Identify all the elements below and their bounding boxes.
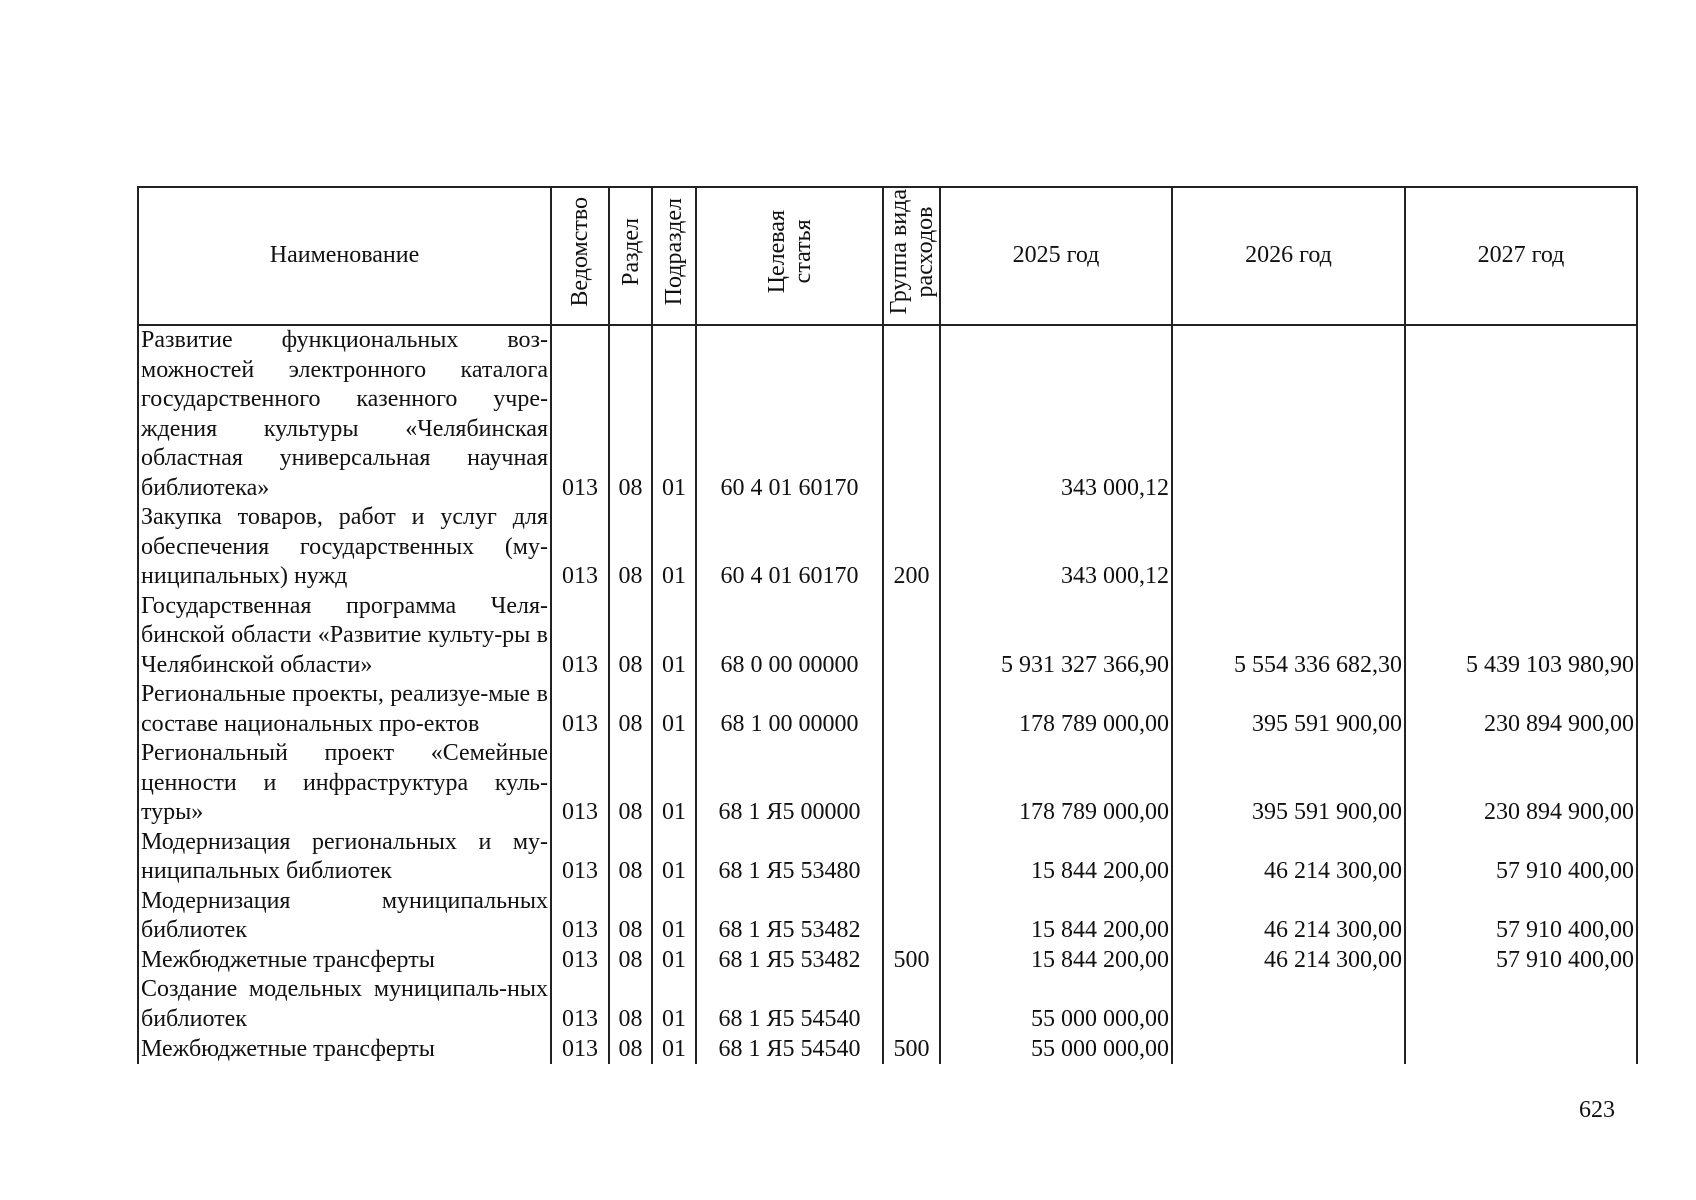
row-amount-2027: 57 910 400,00 [1405, 946, 1637, 976]
row-name: Региональный проект «Семейные ценности и инфраструктура куль-туры» [138, 739, 551, 828]
row-subsection: 01 [652, 975, 696, 1034]
row-department: 013 [551, 887, 609, 946]
header-2027: 2027 год [1405, 187, 1637, 325]
row-amount-2027: 230 894 900,00 [1405, 680, 1637, 739]
row-expense-group [883, 975, 940, 1034]
row-expense-group [883, 828, 940, 887]
row-expense-group [883, 739, 940, 828]
row-expense-group: 500 [883, 946, 940, 976]
row-name: Межбюджетные трансферты [138, 1034, 551, 1064]
row-section: 08 [609, 946, 652, 976]
row-subsection: 01 [652, 503, 696, 592]
row-amount-2025: 15 844 200,00 [940, 946, 1172, 976]
row-section: 08 [609, 828, 652, 887]
row-amount-2026: 395 591 900,00 [1172, 739, 1405, 828]
row-subsection: 01 [652, 1034, 696, 1064]
header-department: Ведомство [551, 187, 609, 325]
table-row [138, 739, 1637, 828]
row-amount-2025: 55 000 000,00 [940, 1034, 1172, 1064]
row-name: Модернизация региональных и му-ниципальных библиотек [138, 828, 551, 887]
row-name: Государственная программа Челя-бинской области «Развитие культу-ры в Челябинской области» [138, 592, 551, 681]
row-target-item: 68 1 00 00000 [696, 680, 883, 739]
row-target-item: 60 4 01 60170 [696, 503, 883, 592]
header-target-item: Целевая статья [696, 187, 883, 325]
row-department: 013 [551, 946, 609, 976]
row-amount-2026 [1172, 975, 1405, 1034]
row-department: 013 [551, 592, 609, 681]
row-expense-group [883, 680, 940, 739]
row-subsection: 01 [652, 828, 696, 887]
table-row [138, 946, 1637, 976]
row-amount-2026 [1172, 503, 1405, 592]
row-target-item: 68 1 Я5 00000 [696, 739, 883, 828]
row-section: 08 [609, 503, 652, 592]
row-section: 08 [609, 739, 652, 828]
table-row [138, 887, 1637, 946]
row-target-item: 68 1 Я5 54540 [696, 1034, 883, 1064]
row-amount-2027 [1405, 1034, 1637, 1064]
budget-table [137, 186, 1638, 1064]
row-amount-2026 [1172, 1034, 1405, 1064]
header-name: Наименование [138, 187, 551, 325]
row-amount-2026: 5 554 336 682,30 [1172, 592, 1405, 681]
header-2026: 2026 год [1172, 187, 1405, 325]
row-subsection: 01 [652, 739, 696, 828]
header-subsection: Подраздел [652, 187, 696, 325]
row-department: 013 [551, 325, 609, 503]
row-section: 08 [609, 680, 652, 739]
row-name: Межбюджетные трансферты [138, 946, 551, 976]
row-target-item: 60 4 01 60170 [696, 325, 883, 503]
row-target-item: 68 1 Я5 53482 [696, 946, 883, 976]
header-section: Раздел [609, 187, 652, 325]
row-amount-2027 [1405, 503, 1637, 592]
row-section: 08 [609, 887, 652, 946]
page-number: 623 [1579, 1097, 1615, 1123]
row-target-item: 68 1 Я5 53480 [696, 828, 883, 887]
row-amount-2026: 46 214 300,00 [1172, 887, 1405, 946]
row-department: 013 [551, 828, 609, 887]
header-2025: 2025 год [940, 187, 1172, 325]
row-section: 08 [609, 1034, 652, 1064]
row-amount-2027: 5 439 103 980,90 [1405, 592, 1637, 681]
row-amount-2025: 5 931 327 366,90 [940, 592, 1172, 681]
header-expense-group: Группа вида расходов [883, 187, 940, 325]
row-amount-2025: 55 000 000,00 [940, 975, 1172, 1034]
row-expense-group [883, 592, 940, 681]
row-name: Модернизация муниципальных библиотек [138, 887, 551, 946]
row-name: Региональные проекты, реализуе-мые в составе национальных про-ектов [138, 680, 551, 739]
table-row [138, 325, 1637, 503]
row-expense-group [883, 325, 940, 503]
row-department: 013 [551, 739, 609, 828]
row-subsection: 01 [652, 680, 696, 739]
table-row [138, 503, 1637, 592]
row-amount-2025: 178 789 000,00 [940, 739, 1172, 828]
row-target-item: 68 1 Я5 54540 [696, 975, 883, 1034]
row-subsection: 01 [652, 325, 696, 503]
row-amount-2026: 46 214 300,00 [1172, 828, 1405, 887]
row-amount-2027: 57 910 400,00 [1405, 887, 1637, 946]
row-name: Создание модельных муниципаль-ных библиотек [138, 975, 551, 1034]
table-row [138, 1034, 1637, 1064]
row-amount-2027: 230 894 900,00 [1405, 739, 1637, 828]
row-amount-2025: 343 000,12 [940, 325, 1172, 503]
row-expense-group: 200 [883, 503, 940, 592]
row-amount-2026: 46 214 300,00 [1172, 946, 1405, 976]
row-section: 08 [609, 975, 652, 1034]
row-amount-2025: 178 789 000,00 [940, 680, 1172, 739]
row-target-item: 68 1 Я5 53482 [696, 887, 883, 946]
row-amount-2026 [1172, 325, 1405, 503]
header-row [138, 187, 1637, 325]
row-department: 013 [551, 503, 609, 592]
row-subsection: 01 [652, 946, 696, 976]
row-department: 013 [551, 1034, 609, 1064]
table-row [138, 975, 1637, 1034]
row-amount-2025: 15 844 200,00 [940, 887, 1172, 946]
row-subsection: 01 [652, 887, 696, 946]
row-expense-group [883, 887, 940, 946]
table-row [138, 592, 1637, 681]
row-amount-2027 [1405, 975, 1637, 1034]
row-target-item: 68 0 00 00000 [696, 592, 883, 681]
row-amount-2026: 395 591 900,00 [1172, 680, 1405, 739]
row-amount-2025: 343 000,12 [940, 503, 1172, 592]
row-expense-group: 500 [883, 1034, 940, 1064]
row-subsection: 01 [652, 592, 696, 681]
row-name: Закупка товаров, работ и услуг для обеспечения государственных (му-ниципальных) нужд [138, 503, 551, 592]
row-amount-2027 [1405, 325, 1637, 503]
row-department: 013 [551, 975, 609, 1034]
table-row [138, 680, 1637, 739]
row-department: 013 [551, 680, 609, 739]
row-section: 08 [609, 592, 652, 681]
row-amount-2025: 15 844 200,00 [940, 828, 1172, 887]
row-amount-2027: 57 910 400,00 [1405, 828, 1637, 887]
row-section: 08 [609, 325, 652, 503]
table-row [138, 828, 1637, 887]
row-name: Развитие функциональных воз-можностей электронного каталога государственного казенного учре-ждения культуры «Челябинская областная универсальная научная библиотека» [138, 325, 551, 503]
